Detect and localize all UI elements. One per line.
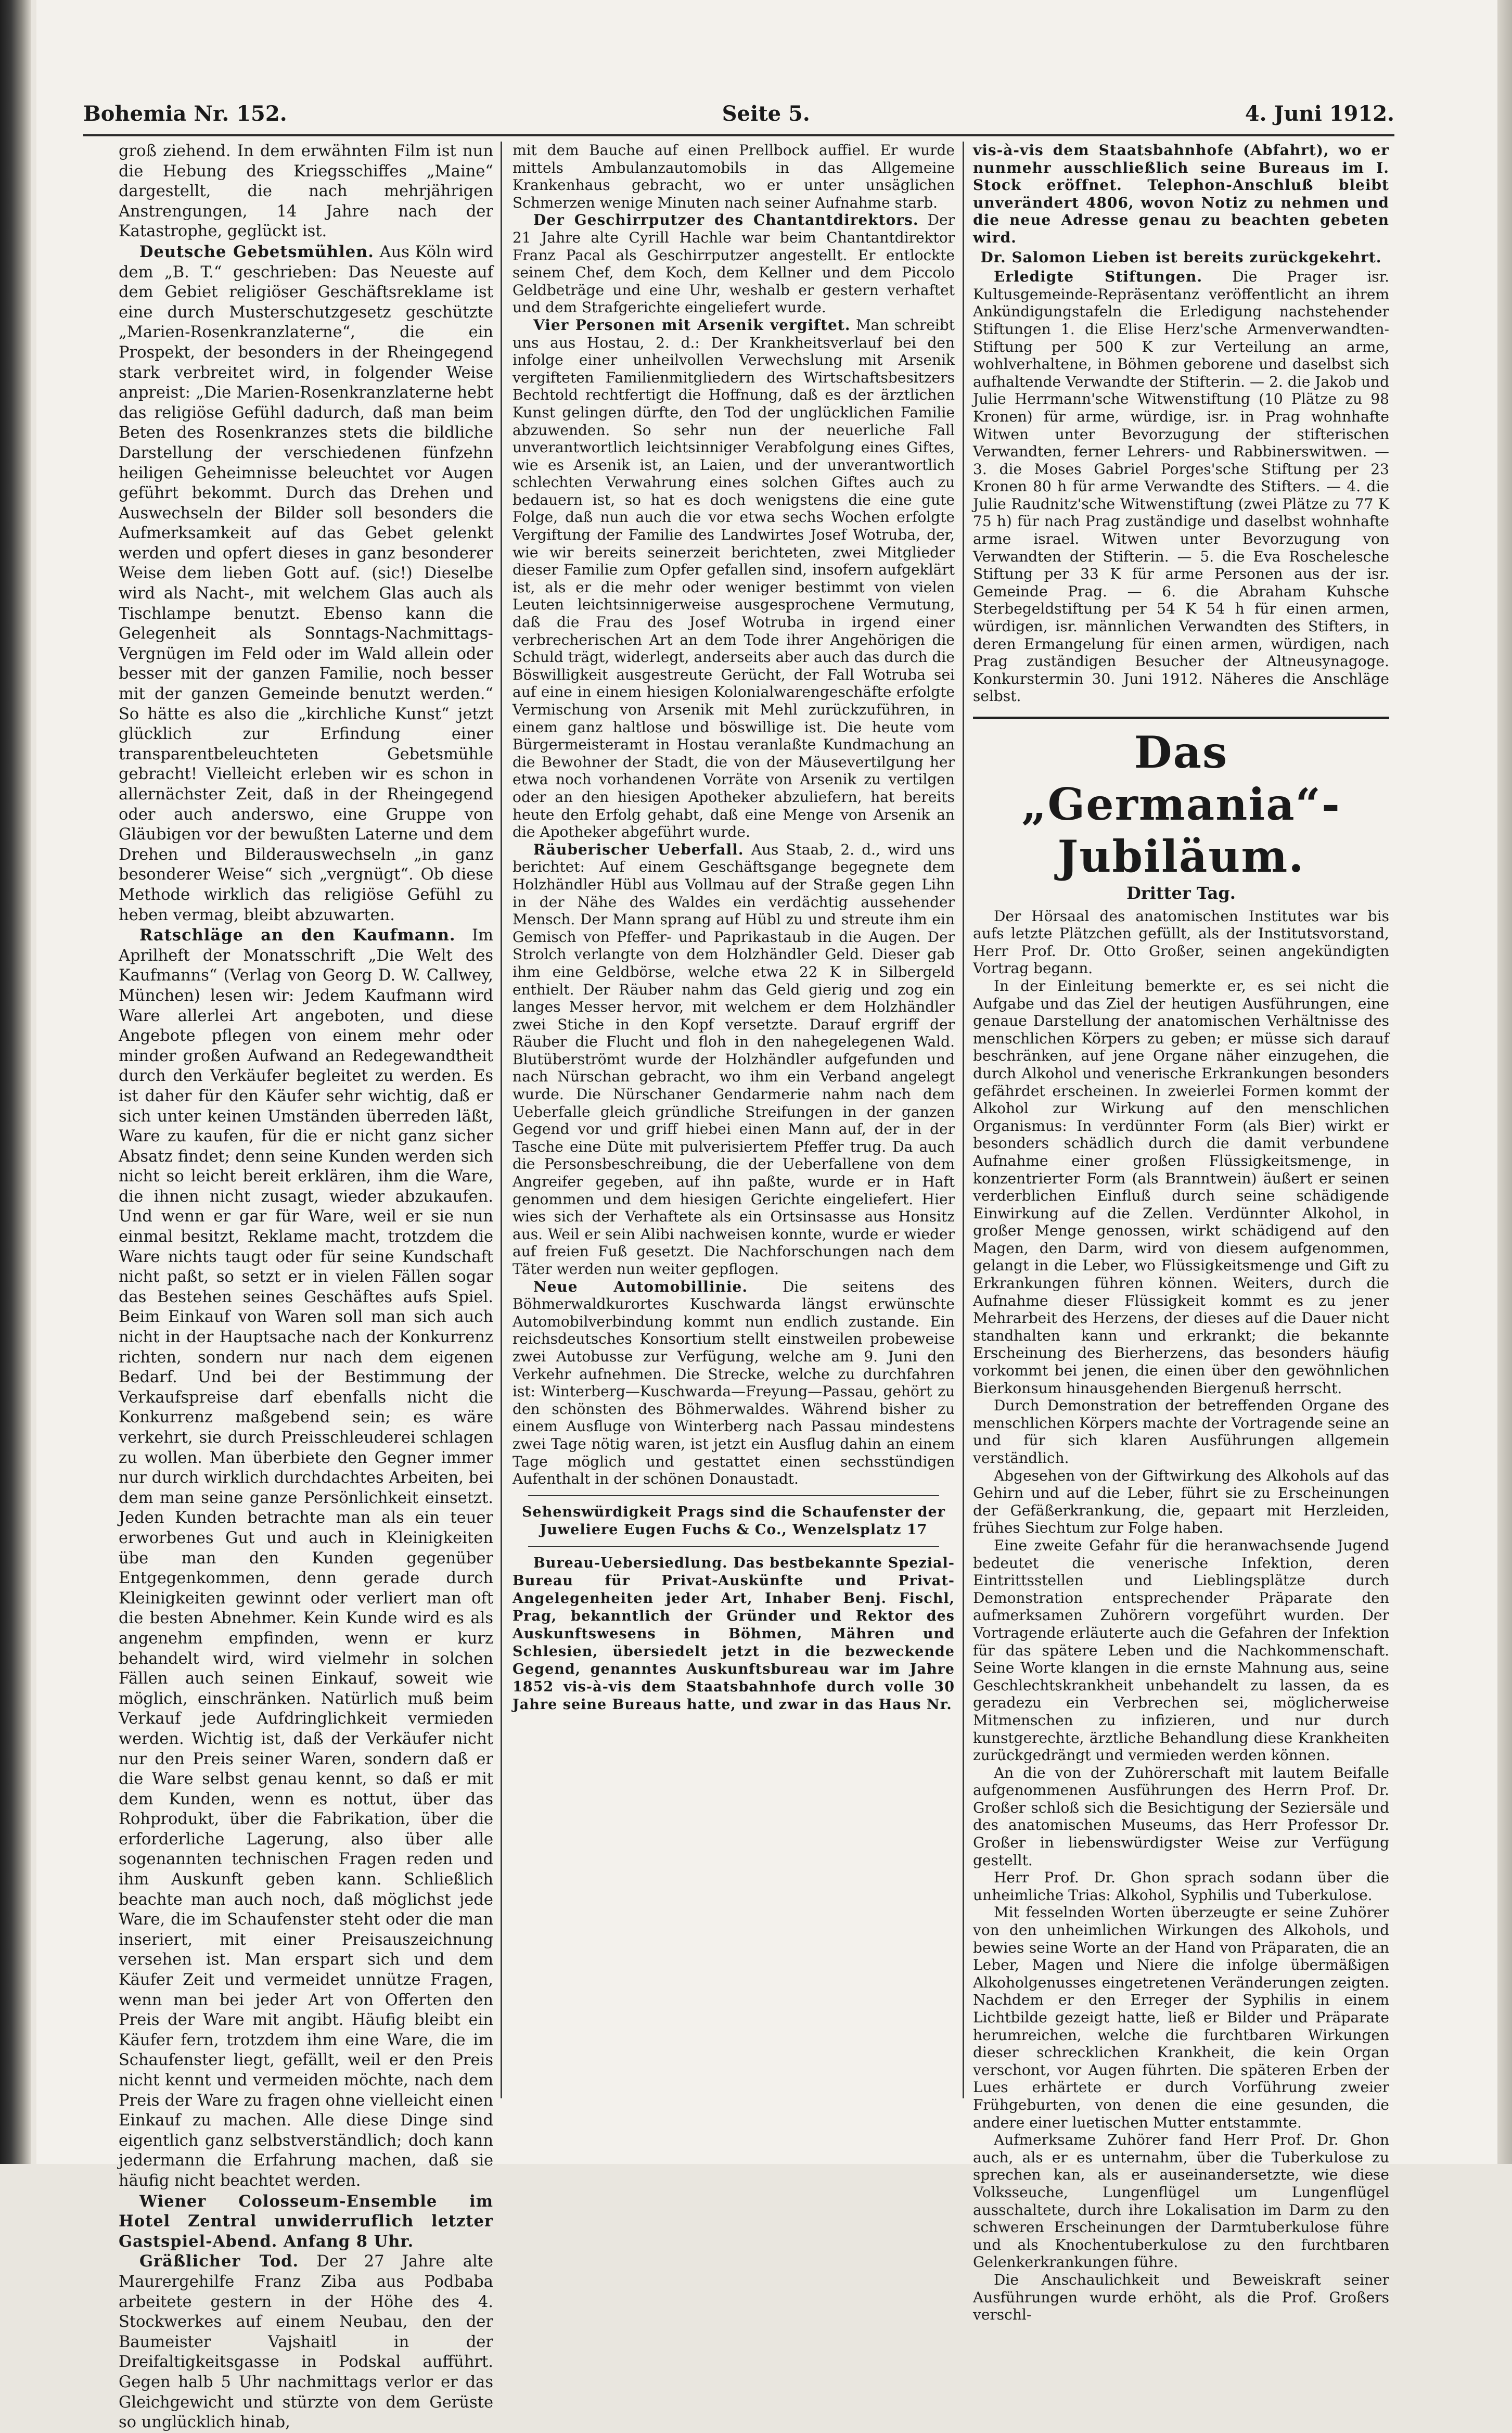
notice-dr-lieben: Dr. Salomon Lieben ist bereits zurückgekehrt. bbox=[980, 248, 1382, 266]
notice-colosseum-ensemble: Wiener Colosseum-Ensemble im Hotel Zentral unwiderruflich letzter Gastspiel-Abend. Anfang 8 Uhr. bbox=[119, 2192, 493, 2251]
headline-germania-jubilaeum: Das „Germania“-Jubiläum. bbox=[1021, 727, 1341, 882]
article-stiftungen bbox=[973, 268, 1389, 705]
germania-paragraph-4: Abgesehen von der Giftwirkung des Alkohols auf das Gehirn und auf die Leber, führt sie zu Erscheinungen der Gefäßerkrankung, die, gepaart mit Herzleiden, frühes Siechtum zur Folge haben. bbox=[973, 1467, 1389, 1537]
germania-paragraph-2: In der Einleitung bemerkte er, es sei nicht die Aufgabe und das Ziel der heutigen Ausführungen, eine genaue Darstellung der anatomischen Verhältnisse des menschlichen Körpers zu geben; er müsse sich darauf beschränken, auf jene Organe näher einzugehen, die durch Alkohol und venerische Erkrankungen besonders gefährdet erscheinen. In zweierlei Formen kommt der Alkohol zur Wirkung auf den menschlichen Organismus: In verdünnter Form (als Bier) wirkt er besonders schädlich durch die damit verbundene Aufnahme einer großen Flüssigkeitsmenge, in konzentrierter Form (als Branntwein) äußert er seinen verderblichen Einfluß durch seine schädigende Einwirkung auf die Zellen. Verdünnter Alkohol, in großer Menge genossen, wirkt schädigend auf den Magen, den Darm, wird von diesem aufgenommen, gelangt in die Leber, wo Flüssigkeitsmenge und Gift zu Erkrankungen führen können. Weiters, durch die Aufnahme dieser Flüssigkeit kommt es zu jener Mehrarbeit des Herzens, der dieses auf die Dauer nicht standhalten kann und erkrankt; die bekannte Erscheinung des Bierherzens, das besonders häufig vorkommt bei jenen, die einen über den gewöhnlichen Bierkonsum hinausgehenden Biergenuß herrscht. bbox=[973, 977, 1389, 1397]
body-ueberfall: Aus Staab, 2. d., wird uns berichtet: Auf einem Geschäftsgange begegnete dem Holzhändler Hübl aus Vollmau auf der Straße gegen Lihn in der Nähe des Waldes ein verdächtig aussehender Mensch. Der Mann sprang auf Hübl zu und streute ihm ein Gemisch von Pfeffer- und Paprikastaub in die Augen. Der Strolch verlangte von dem Holzhändler Geld. Dieser gab ihm eine Geldbörse, welche etwa 22 K in Silbergeld enthielt. Der Räuber nahm das Geld gierig und zog ein langes Messer hervor, mit welchem er dem Holzhändler zwei Stiche in den Kopf versetzte. Darauf ergriff der Räuber die Flucht und floh in den nahegelegenen Wald. Blutüberströmt wurde der Holzhändler aufgefunden und nach Nürschan gebracht, wo ihm ein Verband angelegt wurde. Die Nürschaner Gendarmerie nahm nach dem Ueberfalle gleich gründliche Streifungen in der ganzen Gegend vor und griff hiebei einen Mann auf, der in der Tasche eine Düte mit pulverisiertem Pfeffer trug. Da auch die Personsbeschreibung, die der Ueberfallene von dem Angreifer gegeben, auf ihn paßte, wurde er in Haft genommen und dem hiesigen Gerichte eingeliefert. Hier wies sich der Verhaftete als ein Ortsinsasse aus Honsitz aus. Weil er sein Alibi nachweisen konnte, wurde er wieder auf freien Fuß gesetzt. Die Nachforschungen nach dem Täter werden nun weiter gepflogen. bbox=[512, 840, 955, 1278]
headline-stiftungen: Erledigte Stiftungen. bbox=[994, 268, 1203, 286]
germania-paragraph-1: Der Hörsaal des anatomischen Institutes war bis aufs letzte Plätzchen gefüllt, als der Institutsvorstand, Herr Prof. Dr. Otto Großer, seinen angekündigten Vortrag begann. bbox=[973, 907, 1389, 977]
article-geschirrputzer bbox=[512, 211, 955, 316]
article-arsenik bbox=[512, 316, 955, 841]
article-graesslicher-tod bbox=[119, 2251, 493, 2432]
ad-rule-top bbox=[528, 1495, 939, 1496]
headline-graesslicher-tod: Gräßlicher Tod. bbox=[139, 2252, 299, 2271]
article-gebetsmuehlen bbox=[119, 242, 493, 925]
section-rule bbox=[973, 717, 1389, 719]
body-graesslicher-tod: Der 27 Jahre alte Maurergehilfe Franz Ziba aus Podbaba arbeitete gestern in der Höhe des 4. Stockwerkes auf einem Neubau, den der Baumeister Vajshaitl in der Dreifaltigkeitsgasse in Podskal aufführt. Gegen halb 5 Uhr nachmittags verlor er das Gleichgewicht und stürzte von dem Gerüste so unglücklich hinab, bbox=[119, 2252, 493, 2432]
headline-gebetsmuehlen: Deutsche Gebetsmühlen. bbox=[139, 242, 374, 261]
germania-paragraph-6: An die von der Zuhörerschaft mit lautem Beifalle aufgenommenen Ausführungen des Herrn Prof. Dr. Großer schloß sich die Besichtigung der Seziersäle und des anatomischen Museums, das Herr Professor Dr. Großer in liebenswürdigster Weise zur Verfügung gestellt. bbox=[973, 1764, 1389, 1869]
article-bureau-continued: vis-à-vis dem Staatsbahnhofe (Abfahrt), wo er nunmehr ausschließlich seine Bureaus im I. Stock eröffnet. Telephon-Anschluß bleibt unverändert 4806, wovon Notiz zu nehmen und die neue Adresse genau zu beachten gebeten wird. bbox=[973, 142, 1389, 246]
germania-paragraph-7: Herr Prof. Dr. Ghon sprach sodann über die unheimliche Trias: Alkohol, Syphilis und Tuberkulose. bbox=[973, 1869, 1389, 1904]
body-arsenik: Man schreibt uns aus Hostau, 2. d.: Der Krankheitsverlauf bei den infolge einer unheilvollen Verwechslung mit Arsenik vergifteten Familienmitgliedern des Wirtschaftsbesitzers Bechtold rechtfertigt die Hoffnung, daß es der ärztlichen Kunst gelingen dürfte, den Tod der unglücklichen Familie abzuwenden. So sehr nun der neuerliche Fall unverantwortlich leichtsinniger Verabfolgung eines Giftes, wie es Arsenik ist, an Laien, und der unverantwortlich schlechten Verwahrung eines solchen Giftes auch zu bedauern ist, so hat es doch wenigstens die eine gute Folge, daß nun auch die vor etwa sechs Wochen erfolgte Vergiftung der Familie des Landwirtes Josef Wotruba, der, wie wir bereits seinerzeit berichteten, zwei Mitglieder dieser Familie zum Opfer gefallen sind, insofern aufgeklärt ist, als er die mehr oder weniger bestimmt von vielen Leuten leichtsinnigerweise ausgesprochene Vermutung, daß die Frau des Josef Wotruba in irgend einer verbrecherischen Art an dem Tode ihrer Angehörigen die Schuld trägt, widerlegt, anderseits aber auch das durch die Böswilligkeit ausgestreute Gerücht, der Fall Wotruba sei auf eine in einem hiesigen Kolonialwarengeschäfte erfolgte Vermischung von Arsenik mit Mehl zurückzuführen, in einem ganz haltlose und böswillige ist. Die heute vom Bürgermeisteramt in Hostau veranlaßte Kundmachung an die Bewohner der Stadt, die von der Mäusevertilgung her etwa noch vorhandenen Vorräte von Arsenik zu vertilgen oder an den hiesigen Apotheker abzuliefern, hat bereits heute den Erfolg gehabt, daß eine Menge von Arsenik an die Apotheker abgeführt wurde. bbox=[512, 316, 955, 841]
headline-automobillinie: Neue Automobillinie. bbox=[533, 1278, 748, 1295]
headline-arsenik: Vier Personen mit Arsenik vergiftet. bbox=[533, 316, 851, 334]
column-2 bbox=[512, 142, 955, 2109]
article-graesslicher-tod-continued: mit dem Bauche auf einen Prellbock auffiel. Er wurde mittels Ambulanzautomobils in das Allgemeine Krankenhaus gebracht, wo er unter unsäglichen Schmerzen wenige Minuten nach seiner Aufnahme starb. bbox=[512, 142, 955, 211]
germania-paragraph-10: Die Anschaulichkeit und Beweiskraft seiner Ausführungen wurde erhöht, als die Prof. Großers verschl- bbox=[973, 2271, 1389, 2324]
article-ueberfall bbox=[512, 841, 955, 1278]
body-geschirrputzer: Der 21 Jahre alte Cyrill Hachle war beim Chantantdirektor Franz Pacal als Geschirrputzer angestellt. Er entlockte seinem Chef, dem Koch, dem Kellner und dem Piccolo Geldbeträge und eine Uhr, weshalb er gestern verhaftet und dem Strafgerichte eingeliefert wurde. bbox=[512, 211, 955, 316]
germania-paragraph-8: Mit fesselnden Worten überzeugte er seine Zuhörer von den unheimlichen Wirkungen des Alkohols, und bewies seine Worte an der Hand von Präparaten, die an Leber, Magen und Niere die infolge übermäßigen Alkoholgenusses eingetretenen Veränderungen zeigten. Nachdem er den Erreger der Syphilis in einem Lichtbilde gezeigt hatte, ließ er Bilder und Präparate herumreichen, welche die furchtbaren Wirkungen dieser schrecklichen Krankheit, die kein Organ verschont, vor Augen führten. Die späteren Erben der Lues erhärtete er durch Vorführung zweier Frühgeburten, von denen die eine gesunden, die andere einer luetischen Mutter entstammte. bbox=[973, 1904, 1389, 2131]
headline-geschirrputzer: Der Geschirrputzer des Chantantdirektors. bbox=[533, 211, 919, 229]
body-bureau: Das bestbekannte Spezial-Bureau für Privat-Auskünfte und Privat-Angelegenheiten jeder Art, Inhaber Benj. Fischl, Prag, bekanntlich der Gründer und Rektor des Auskunftswesens in Böhmen, Mähren und Schlesien, übersiedelt jetzt in die bezweckende Gegend, genanntes Auskunftsbureau war im Jahre 1852 vis-à-vis dem Staatsbahnhofe durch volle 30 Jahre seine Bureaus hatte, und zwar in das Haus Nr. bbox=[512, 1555, 955, 1713]
column-rule-2 bbox=[963, 142, 964, 2098]
ad-rule-bottom bbox=[528, 1546, 939, 1547]
advertisement-fuchs: Sehenswürdigkeit Prags sind die Schaufenster der Juweliere Eugen Fuchs & Co., Wenzelsplatz 17 bbox=[522, 1504, 945, 1538]
germania-paragraph-9: Aufmerksame Zuhörer fand Herr Prof. Dr. Ghon auch, als er es unternahm, über die Tuberkulose zu sprechen kan, als er auseinandersetzte, wie diese Volksseuche, Lungenflügel um Lungenflügel ausschaltete, durch ihre Lokalisation im Darm zu den schweren Erscheinungen der Darmtuberkulose führe und als Knochentuberkulose zu den furchtbaren Gelenkerkrankungen führe. bbox=[973, 2131, 1389, 2271]
column-1 bbox=[119, 142, 493, 2432]
header-issue: Bohemia Nr. 152. bbox=[83, 101, 287, 126]
headline-ratschlaege: Ratschläge an den Kaufmann. bbox=[139, 926, 456, 945]
headline-bureau: Bureau-Uebersiedlung. bbox=[533, 1555, 728, 1571]
column-3 bbox=[973, 142, 1389, 2324]
body-automobillinie: Die seitens des Böhmerwaldkurortes Kuschwarda längst erwünschte Automobilverbindung kommt nun endlich zustande. Ein reichsdeutsches Konsortium stellt einstweilen probeweise zwei Autobusse zur Verfügung, welche am 9. Juni den Verkehr aufnehmen. Die Strecke, welche zu durchfahren ist: Winterberg—Kuschwarda—Freyung—Passau, gehört zu den schönsten des Böhmerwaldes. Während bisher zu einem Ausfluge von Winterberg nach Passau mindestens zwei Tage nötig waren, ist jetzt ein Ausflug dahin an einem Tage möglich und gestattet einen sechsstündigen Aufenthalt in der schönen Donaustadt. bbox=[512, 1278, 955, 1488]
germania-paragraph-3: Durch Demonstration der betreffenden Organe des menschlichen Körpers machte der Vortragende seine an und für sich klaren Ausführungen allgemein verständlich. bbox=[973, 1397, 1389, 1467]
article-automobillinie bbox=[512, 1278, 955, 1488]
article-maine-continued: groß ziehend. In dem erwähnten Film ist nun die Hebung des Kriegsschiffes „Maine“ dargestellt, die nach mehrjährigen Anstrengungen, 14 Jahre nach der Katastrophe, geglückt ist. bbox=[119, 142, 493, 241]
body-ratschlaege: Im Aprilheft der Monatsschrift „Die Welt des Kaufmanns“ (Verlag von Georg D. W. Callwey, München) lesen wir: Jedem Kaufmann wird Ware allerlei Art angeboten, und diese Angebote pflegen von einem mehr oder minder großen Aufwand an Redegewandtheit durch den Verkäufer begleitet zu werden. Es ist daher für den Käufer sehr wichtig, daß er sich unter keinen Umständen überreden läßt, Ware zu kaufen, für die er nicht ganz sicher Absatz findet; denn seine Kunden werden sich nicht so leicht bereit erklären, ihm die Ware, die ihnen nicht zusagt, wieder abzukaufen. Und wenn er gar für Ware, weil er sie nun einmal besitzt, Reklame macht, trotzdem die Ware nichts taugt oder für seine Kundschaft nicht paßt, so setzt er in vielen Fällen sogar das Bestehen seines Geschäftes aufs Spiel. Beim Einkauf von Waren soll man sich auch nicht in der Hauptsache nach der Konkurrenz richten, sondern nur nach dem eigenen Bedarf. Und bei der Bestimmung der Verkaufspreise darf ebenfalls nicht die Konkurrenz maßgebend sein; es wäre verkehrt, sie durch Preisschleuderei schlagen zu wollen. Man überbiete den Gegner immer nur durch wirklich durchdachtes Arbeiten, bei dem man seine ganze Persönlichkeit einsetzt. Jeden Kunden betrachte man als ein teuer erworbenes Gut und auch in Kleinigkeiten übe man den Kunden gegenüber Entgegenkommen, denn gerade durch Kleinigkeiten gewinnt oder verliert man oft die besten Abnehmer. Kein Kunde wird es als angenehm empfinden, wenn er kurz behandelt wird, wird vielmehr in solchen Fällen auch seinen Einkauf, soweit wie möglich, einschränken. Natürlich muß beim Verkauf jede Aufdringlichkeit vermieden werden. Wichtig ist, daß der Verkäufer nicht nur den Preis seiner Waren, sondern daß er die Ware selbst genau kennt, so daß er mit dem Kunden, wenn es nottut, über das Rohprodukt, über die Fabrikation, über die erforderliche Lagerung, also über alle sogenannten technischen Fragen reden und ihm Auskunft geben kann. Schließlich beachte man auch noch, daß möglichst jede Ware, die im Schaufenster steht oder die man inseriert, mit einer Preisauszeichnung versehen ist. Man erspart sich und dem Käufer Zeit und vermeidet unnütze Fragen, wenn man bei jeder Art von Offerten den Preis der Ware mit angibt. Häufig bleibt ein Käufer fern, trotzdem ihm eine Ware, die im Schaufenster liegt, gefällt, weil er den Preis nicht kennt und vermeiden möchte, nach dem Preis der Ware zu fragen ohne vielleicht einen Einkauf zu machen. Alle diese Dinge sind eigentlich ganz selbstverständlich; doch kann jedermann die Erfahrung machen, daß sie häufig nicht beachtet werden. bbox=[119, 926, 493, 2190]
body-stiftungen: Die Prager isr. Kultusgemeinde-Repräsentanz veröffentlicht an ihrem Ankündigungstafeln die Erledigung nachstehender Stiftungen 1. die Elise Herz'sche Armenverwandten-Stiftung per 500 K zur Verteilung an arme, wohlverhaltene, in Böhmen geborene und daselbst sich aufhaltende Verwandte der Stifterin. — 2. die Jakob und Julie Herrmann'sche Witwenstiftung (10 Plätze zu 98 Kronen) für arme, würdige, isr. in Prag wohnhafte Witwen unter Bevorzugung der stifterischen Verwandten, ferner Lehrers- und Rabbinerswitwen. — 3. die Moses Gabriel Porges'sche Stiftung per 23 Kronen 80 h für arme Verwandte des Stifters. — 4. die Julie Raudnitz'sche Witwenstiftung (zwei Plätze zu 77 K 75 h) für nach Prag zuständige und daselbst wohnhafte arme israel. Witwen unter Bevorzugung von Verwandten der Stifterin. — 5. die Eva Roschelesche Stiftung per 33 K für arme Personen aus der isr. Gemeinde Prag. — 6. die Abraham Kuhsche Sterbegeldstiftung per 54 K 54 h für einen armen, würdigen, isr. männlichen Verwandten des Stifters, in deren Ermangelung für einen armen, würdigen, nach Prag zuständigen Besucher der Altneusynagoge. Konkurstermin 30. Juni 1912. Näheres die Anschläge selbst. bbox=[973, 268, 1389, 705]
article-ratschlaege bbox=[119, 925, 493, 2191]
running-head bbox=[83, 101, 1394, 133]
header-date: 4. Juni 1912. bbox=[1245, 101, 1394, 126]
body-gebetsmuehlen: Aus Köln wird dem „B. T.“ geschrieben: Das Neueste auf dem Gebiet religiöser Geschäftsreklame ist eine durch Musterschutzgesetz geschützte „Marien-Rosenkranzlaterne“, die ein Prospekt, der besonders in der Rheingegend stark verbreitet wird, in folgender Weise anpreist: „Die Marien-Rosenkranzlaterne hebt das religiöse Gefühl dadurch, daß man beim Beten des Rosenkranzes stets die bildliche Darstellung der verschiedenen fünfzehn heiligen Geheimnisse beleuchtet vor Augen geführt bekommt. Durch das Drehen und Auswechseln der Bilder soll besonders die Aufmerksamkeit auf das Gebet gelenkt werden und opfert dieses in ganz besonderer Weise dem lieben Gott auf. (sic!) Dieselbe wird als Nacht-, mit welchem Glas auch als Tischlampe benutzt. Ebenso kann die Gelegenheit als Sonntags-Nachmittags-Vergnügen im Feld oder im Wald allein oder besser mit der ganzen Familie, noch besser mit der ganzen Gemeinde benutzt werden.“ So hätte es also die „kirchliche Kunst“ jetzt glücklich zur Erfindung einer transparentbeleuchteten Gebetsmühle gebracht! Vielleicht erleben wir es schon in allernächster Zeit, daß in der Rheingegend oder auch anderswo, eine Gruppe von Gläubigen vor der bewußten Laterne und dem Drehen und Bilderauswechseln „in ganz besonderer Weise“ sich „vergnügt“. Ob diese Methode wirklich das religiöse Gefühl zu heben vermag, bleibt abzuwarten. bbox=[119, 243, 493, 924]
scan-binding-edge bbox=[0, 0, 31, 2164]
headline-ueberfall: Räuberischer Ueberfall. bbox=[533, 840, 744, 858]
germania-paragraph-5: Eine zweite Gefahr für die heranwachsende Jugend bedeutet die venerische Infektion, deren Eintrittsstellen und Lieblingsplätze durch Demonstration entsprechender Präparate den aufmerksamen Zuhörern vorgeführt wurden. Der Vortragende erläuterte auch die Gefahren der Infektion für das spätere Leben und die Nachkommenschaft. Seine Worte klangen in die ernste Mahnung aus, seine Geschlechtskrankheit unbehandelt zu lassen, da es geradezu ein Verbrechen sei, möglicherweise Mitmenschen zu infizieren, und nur durch kunstgerechte, ärztliche Behandlung diese Krankheiten zurückgedrängt und vermieden werden können. bbox=[973, 1536, 1389, 1764]
header-rule bbox=[83, 134, 1394, 136]
scan-right-edge bbox=[1497, 0, 1512, 2164]
subheadline-dritter-tag: Dritter Tag. bbox=[1126, 883, 1236, 903]
article-bureau bbox=[512, 1555, 955, 1714]
column-rule-1 bbox=[501, 142, 502, 2098]
header-page-number: Seite 5. bbox=[722, 101, 810, 126]
